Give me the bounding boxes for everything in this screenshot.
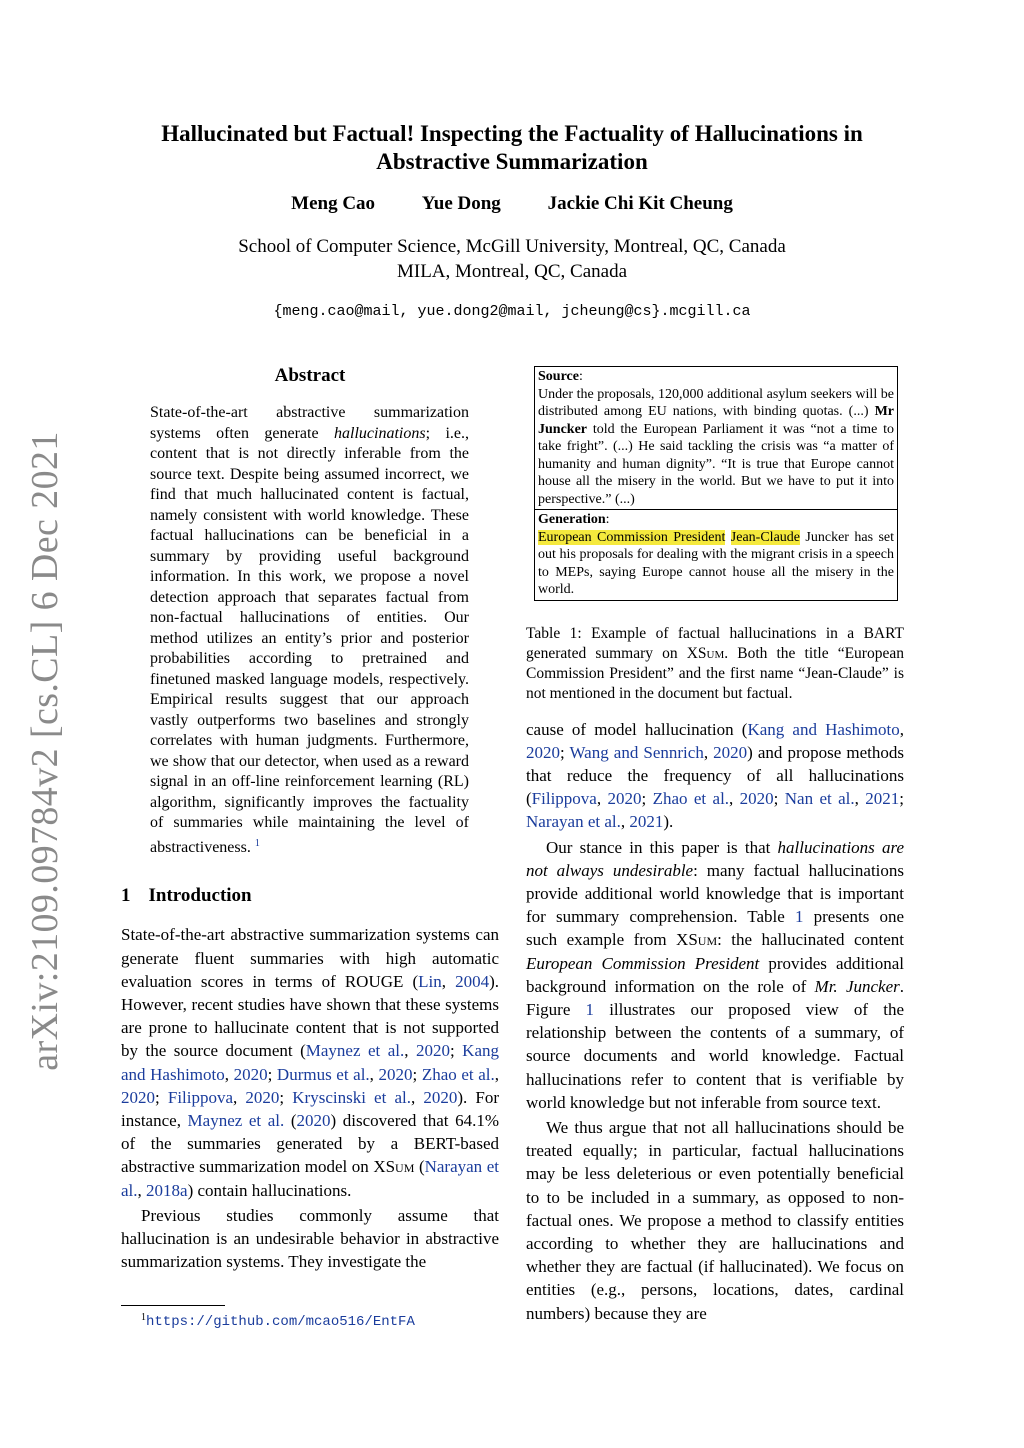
citation-link[interactable]: Zhao et al. <box>421 1064 495 1084</box>
abstract-emphasis: hallucinations <box>334 424 426 442</box>
abstract-heading: Abstract <box>274 365 346 386</box>
intro-paragraph-5: We thus argue that not all hallucinations should be treated equally; in particular, factual hallucinations may be less deleterious or even potentially beneficial to to be included in a summary, as opposed to non-factual ones. We propose a method to classify entities according to whether they are hallucinations and whether they are factual (if hallucinated). We focus on entities (e.g., persons, locations, dates, cardinal numbers) because they are <box>526 1117 904 1323</box>
abstract-text: State-of-the-art abstractive summarization systems often generate hallucinations; i.e., content that is not directly inferable from the source text. Despite being assumed incorrect, we find that much hallucinated content is factual, namely consistent with world knowledge. These factual hallucinations can be beneficial in a summary by providing useful background information. In this work, we propose a novel detection approach that separates factual from non-factual hallucinations of entities. Our method utilizes an entity’s prior and posterior probabilities according to pretrained and finetuned masked language models, respectively. Empirical results suggest that our approach vastly outperforms two baselines and strongly correlates with human judgments. Furthermore, we show that our detector, when used as a reward signal in an off-line reinforcement learning (RL) algorithm, significantly improves the factuality of summaries while maintaining the level of abstractiveness. $^1$ <box>150 404 469 856</box>
citation-link[interactable]: 2020 <box>713 742 748 762</box>
citation-link[interactable]: 2020 <box>245 1087 280 1107</box>
citation-link[interactable]: Narayan et al. <box>121 1157 499 1200</box>
citation-link[interactable]: Nan et al. <box>784 789 855 809</box>
author-list <box>100 193 924 215</box>
citation-link[interactable]: 2020 <box>739 789 774 809</box>
generation-label: Generation <box>538 512 606 527</box>
footnote-url-link[interactable]: https://github.com/mcao516/EntFA <box>146 1314 415 1330</box>
citation-link[interactable]: Durmus et al. <box>276 1064 370 1084</box>
paper-title <box>100 120 924 176</box>
left-column <box>121 364 499 1273</box>
arxiv-identifier-text: arXiv:2109.09784v2 [cs.CL] 6 Dec 2021 <box>24 430 67 1071</box>
intro-paragraph-2: Previous studies commonly assume that hallucination is an undesirable behavior in abstractive summarization systems. They investigate the <box>121 1205 499 1272</box>
citation-link[interactable]: 2021 <box>629 812 664 832</box>
dataset-name: XSum <box>373 1157 415 1177</box>
citation-link[interactable]: 2020 <box>423 1087 458 1107</box>
section-heading-introduction: 1 Introduction <box>121 885 252 907</box>
affiliation <box>100 234 924 284</box>
citation-link[interactable]: Wang and Sennrich <box>569 742 704 762</box>
citation-link[interactable]: 2020 <box>378 1064 413 1084</box>
author-1: Meng Cao <box>291 193 376 214</box>
citation-link[interactable]: Kang and Hashimoto <box>121 1041 499 1084</box>
author-3: Jackie Chi Kit Cheung <box>547 193 733 214</box>
source-entity: Mr Juncker <box>538 404 894 437</box>
source-label: Source <box>538 369 579 384</box>
citation-link[interactable]: Kryscinski et al. <box>292 1087 411 1107</box>
citation-link[interactable]: 2020 <box>526 742 560 762</box>
footnote-rule <box>121 1305 225 1306</box>
citation-link[interactable]: 2020 <box>121 1087 155 1107</box>
arxiv-identifier <box>18 430 72 1071</box>
title-line-1: Hallucinated but Factual! Inspecting the Factuality of Hallucinations in <box>161 121 863 146</box>
intro-paragraph-4: Our stance in this paper is that hallucinations are not always undesirable: many factual hallucinations provide additional world knowledge that is important for summary comprehension. Table 1 presents one such example from XSum: the hallucinated content European Commission President provides additional background information on the role of Mr. Juncker. Figure 1 illustrates our proposed view of the relationship between the contents of a summary, of source documents and world knowledge. Factual hallucinations refer to content that is verifiable by world knowledge but not inferable from source text. <box>526 837 905 1112</box>
author-emails: {meng.cao@mail, yue.dong2@mail, jcheung@cs}.mcgill.ca <box>273 303 751 320</box>
citation-link[interactable]: Filippova <box>167 1087 234 1107</box>
citation-link[interactable]: 2004 <box>455 971 490 991</box>
table-generation-cell: Generation: European Commission President Jean-Claude Juncker has set out his proposals for dealing with the migrant crisis in a speech to MEPs, saying Europe cannot house all the misery in the world. <box>535 509 897 600</box>
intro-paragraph-3: cause of model hallucination (Kang and Hashimoto, 2020; Wang and Sennrich, 2020) and propose methods that reduce the frequency of all hallucinations (Filippova, 2020; Zhao et al., 2020; Nan et al., 2021; Narayan et al., 2021). <box>526 719 904 832</box>
footnote: $^1$https://github.com/mcao516/EntFA <box>141 1312 415 1330</box>
citation-link[interactable]: Narayan et al. <box>526 812 621 832</box>
citation-link[interactable]: Filippova <box>531 789 597 809</box>
table-ref-link[interactable]: 1 <box>794 907 804 927</box>
highlight-hallucination-title: European Commission President <box>538 529 726 545</box>
citation-link[interactable]: 2021 <box>865 789 900 809</box>
citation-link[interactable]: 2020 <box>415 1041 450 1061</box>
citation-link[interactable]: Lin <box>418 971 442 991</box>
citation-link[interactable]: 2018a <box>146 1180 188 1200</box>
citation-link[interactable]: Maynez et al. <box>305 1041 405 1061</box>
citation-link[interactable]: 2020 <box>233 1064 268 1084</box>
table-1 <box>534 366 898 601</box>
highlight-hallucination-name: Jean-Claude <box>730 529 800 545</box>
citation-link[interactable]: 2020 <box>296 1111 331 1131</box>
footnote-ref-1[interactable]: 1 <box>254 837 260 849</box>
citation-link[interactable]: Zhao et al. <box>652 789 730 809</box>
affiliation-line-1: School of Computer Science, McGill University, Montreal, QC, Canada <box>238 236 786 257</box>
intro-paragraph-1: State-of-the-art abstractive summarization systems can generate fluent summaries with high automatic evaluation scores in terms of ROUGE (Lin, 2004). However, recent studies have shown that these systems are prone to hallucinate content that is not supported by the source document (Maynez et al., 2020; Kang and Hashimoto, 2020; Durmus et al., 2020; Zhao et al., 2020; Filippova, 2020; Kryscinski et al., 2020). For instance, Maynez et al. (2020) discovered that 64.1% of the summaries generated by a BERT-based abstractive summarization model on XSum (Narayan et al., 2018a) contain hallucinations. <box>121 925 499 1200</box>
affiliation-line-2: MILA, Montreal, QC, Canada <box>396 261 628 282</box>
citation-link[interactable]: Maynez et al. <box>187 1111 285 1131</box>
citation-link[interactable]: Kang and Hashimoto <box>747 719 900 739</box>
right-column <box>526 366 904 1325</box>
author-2: Yue Dong <box>421 193 501 214</box>
title-block <box>100 120 924 320</box>
figure-ref-link[interactable]: 1 <box>585 999 595 1019</box>
table-1-caption: Table 1: Example of factual hallucinations in a BART generated summary on XSum. Both the title “European Commission President” and the first name “Jean-Claude” is not mentioned in the document but factual. <box>526 624 904 702</box>
table-source-cell: Source: Under the proposals, 120,000 additional asylum seekers will be distributed among EU nations, with binding quotas. (...) Mr Juncker told the European Parliament it was “not a time to take fright”. (...) He said tackling the crisis was “a matter of humanity and human dignity”. “It is true that Europe cannot house all the misery in the world. But we have to put it into perspective.” (...) <box>538 369 894 507</box>
citation-link[interactable]: 2020 <box>607 789 642 809</box>
title-line-2: Abstractive Summarization <box>376 149 648 174</box>
